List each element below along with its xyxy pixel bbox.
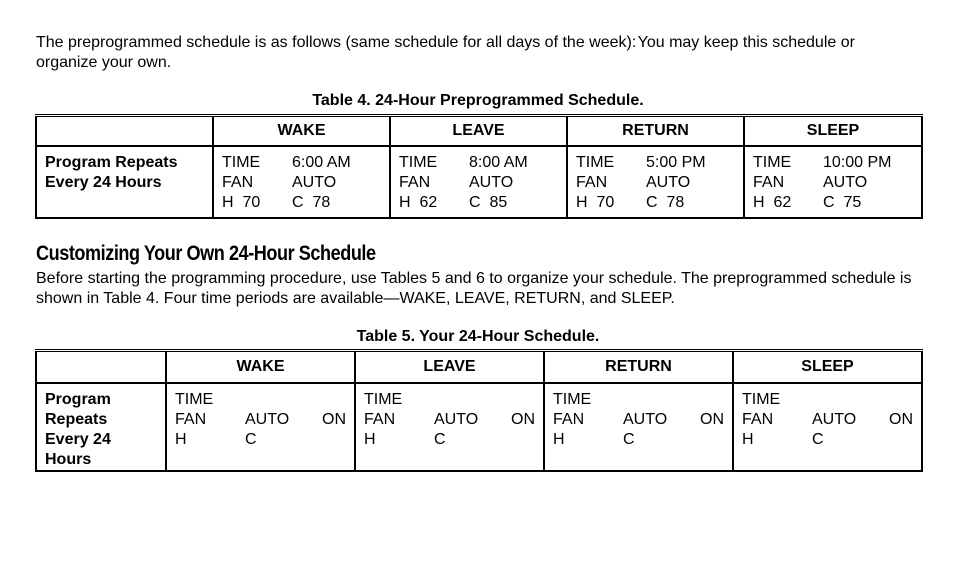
table5-row-label-line3: Every 24 [45, 431, 111, 448]
table5-row-label-line1: Program [45, 391, 111, 408]
time-key: TIME [742, 391, 781, 408]
heat-value: H 62 [753, 194, 792, 211]
table5-cell-return [544, 383, 733, 471]
time-key: TIME [364, 391, 403, 408]
table4-header-wake: WAKE [213, 116, 390, 147]
table5-header-wake: WAKE [166, 351, 355, 384]
table5-cell-sleep [733, 383, 922, 471]
table4-header-sleep: SLEEP [744, 116, 922, 147]
fan-on-option: ON [700, 411, 724, 428]
table4-row-label-line2: Every 24 Hours [45, 174, 162, 191]
table5-cell-wake [166, 383, 355, 471]
heat-key: H [175, 431, 187, 448]
table5-row-label [36, 383, 166, 471]
fan-key: FAN [553, 411, 585, 428]
fan-key: FAN [222, 174, 254, 191]
intro-paragraph: The preprogrammed schedule is as follows (same schedule for all days of the week): You may keep this schedule or organize your own. [36, 34, 855, 71]
fan-on-option: ON [889, 411, 913, 428]
fan-auto-option: AUTO [812, 411, 857, 428]
time-value: 5:00 PM [646, 154, 706, 171]
table4-caption: Table 4. 24-Hour Preprogrammed Schedule. [312, 92, 644, 109]
time-key: TIME [222, 154, 261, 171]
time-value: 6:00 AM [292, 154, 351, 171]
fan-auto-option: AUTO [434, 411, 479, 428]
heat-value: H 70 [576, 194, 615, 211]
section-heading: Customizing Your Own 24-Hour Schedule [36, 242, 376, 265]
table4-header-return: RETURN [567, 116, 744, 147]
table4-data-row [36, 146, 922, 218]
cool-value: C 85 [469, 194, 508, 211]
cool-value: C 75 [823, 194, 862, 211]
table4-header-leave: LEAVE [390, 116, 567, 147]
fan-on-option: ON [322, 411, 346, 428]
cool-key: C [434, 431, 446, 448]
fan-key: FAN [753, 174, 785, 191]
fan-value: AUTO [469, 174, 514, 191]
cool-key: C [623, 431, 635, 448]
fan-on-option: ON [511, 411, 535, 428]
section-body: Before starting the programming procedure, use Tables 5 and 6 to organize your schedule. The preprogrammed schedule is shown in Table 4. Four time periods are available—WAKE, LEAVE, RETURN, and SLEEP. [36, 270, 912, 307]
fan-key: FAN [742, 411, 774, 428]
table4-header-blank [36, 116, 213, 147]
heat-key: H [364, 431, 376, 448]
fan-key: FAN [399, 174, 431, 191]
table4-row-label-line1: Program Repeats [45, 154, 178, 171]
cool-value: C 78 [292, 194, 331, 211]
table4-row-label [36, 146, 213, 218]
heat-key: H [742, 431, 754, 448]
table4-cell-leave [390, 146, 567, 218]
preprogrammed-schedule-table [35, 114, 923, 219]
table5-header-blank [36, 351, 166, 384]
heat-key: H [553, 431, 565, 448]
fan-auto-option: AUTO [623, 411, 668, 428]
cool-key: C [812, 431, 824, 448]
table5-header-return: RETURN [544, 351, 733, 384]
fan-value: AUTO [823, 174, 868, 191]
time-value: 10:00 PM [823, 154, 892, 171]
fan-key: FAN [364, 411, 396, 428]
table5-header-row [36, 351, 922, 384]
table5-caption: Table 5. Your 24-Hour Schedule. [356, 328, 600, 345]
your-schedule-table [35, 349, 923, 472]
table5-row-label-line2: Repeats [45, 411, 108, 428]
table5-cell-leave [355, 383, 544, 471]
table5-header-sleep: SLEEP [733, 351, 922, 384]
fan-key: FAN [576, 174, 608, 191]
cool-value: C 78 [646, 194, 685, 211]
table5-row-label-line4: Hours [45, 451, 92, 468]
table4-cell-return [567, 146, 744, 218]
table4-cell-wake [213, 146, 390, 218]
heat-value: H 62 [399, 194, 438, 211]
fan-value: AUTO [646, 174, 691, 191]
time-value: 8:00 AM [469, 154, 528, 171]
fan-key: FAN [175, 411, 207, 428]
time-key: TIME [175, 391, 214, 408]
time-key: TIME [399, 154, 438, 171]
table4-cell-sleep [744, 146, 922, 218]
time-key: TIME [753, 154, 792, 171]
heat-value: H 70 [222, 194, 261, 211]
table4-header-row [36, 116, 922, 147]
table5-data-row [36, 383, 922, 471]
cool-key: C [245, 431, 257, 448]
fan-auto-option: AUTO [245, 411, 290, 428]
fan-value: AUTO [292, 174, 337, 191]
time-key: TIME [553, 391, 592, 408]
table5-header-leave: LEAVE [355, 351, 544, 384]
time-key: TIME [576, 154, 615, 171]
